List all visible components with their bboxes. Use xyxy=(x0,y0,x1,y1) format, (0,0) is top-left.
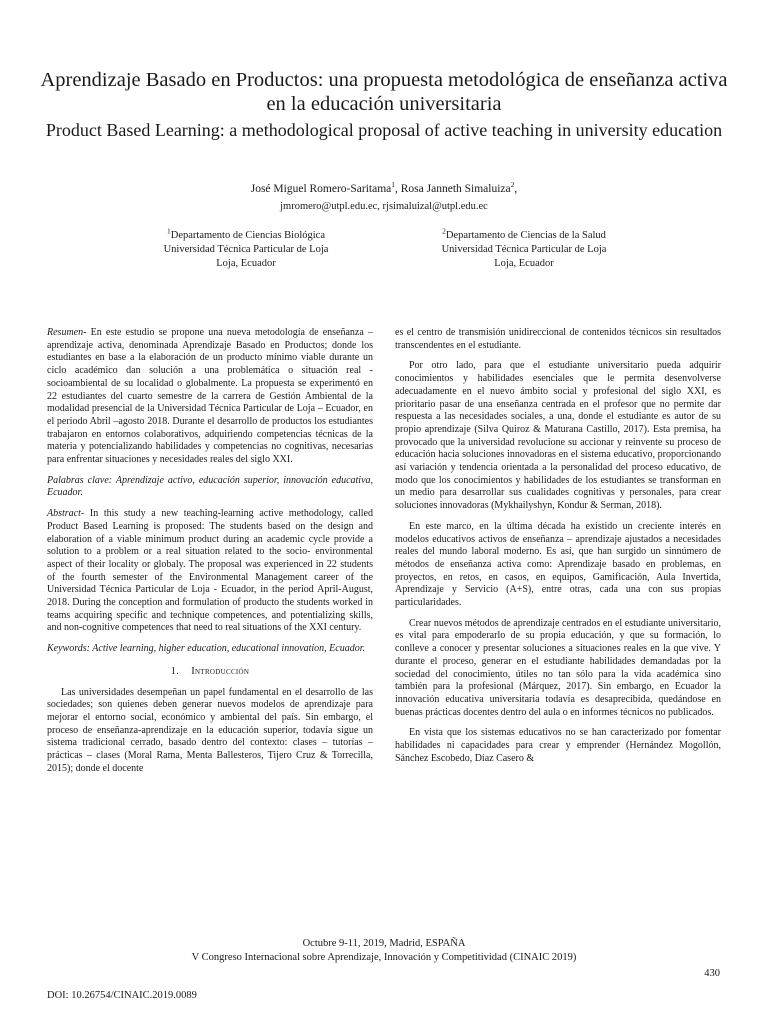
body-paragraph: es el centro de transmisión unidireccional de contenidos técnicos sin resultados transcendentes en el estudiante. xyxy=(395,327,721,351)
section-title: Introducción xyxy=(191,665,250,677)
right-column xyxy=(395,327,721,774)
author-emails: jmromero@utpl.edu.ec, rjsimaluizal@utpl.edu.ec xyxy=(280,201,488,212)
paper-title-english: Product Based Learning: a methodological proposal of active teaching in university education xyxy=(45,120,723,140)
section-number: 1. xyxy=(170,665,180,677)
resumen-label: Resumen- xyxy=(47,327,87,338)
author-name: José Miguel Romero-Saritama xyxy=(250,183,392,195)
author-separator: , xyxy=(395,183,401,195)
author-list-end: , xyxy=(514,183,518,195)
affiliation-marker: 1 xyxy=(167,226,171,236)
affiliation-city: Loja, Ecuador xyxy=(494,258,554,269)
author-name: Rosa Janneth Simaluiza xyxy=(400,183,511,195)
paper-title-spanish: Aprendizaje Basado en Productos: una propuesta metodológica de enseñanza activa en la educación universitaria xyxy=(40,69,728,115)
doi-label: DOI: 10.26754/CINAIC.2019.0089 xyxy=(47,990,197,1001)
body-paragraph: Las universidades desempeñan un papel fundamental en el desarrollo de las sociedades; son quienes deben generar nuevos modelos de aprendizaje para mejorar el entorno social, económico y ambiental del país. Sin embargo, el proceso de enseñanza-aprendizaje en la educación superior, todavía sigue un sistema tradicional cerrado, basado dentro del contexto: clases – tutorías – prácticas – clases (Moral Rama, Menta Ballesteros, Tijero Cruz & Torrecilla, 2015); donde el docente xyxy=(47,686,373,774)
author-list xyxy=(0,180,768,195)
palabras-clave-label: Palabras clave: xyxy=(47,474,113,486)
body-paragraph: Crear nuevos métodos de aprendizaje centrados en el estudiante universitario, es vital para empoderarlo de su propia educación, y que su formación, lo conlleve a conocer y presentar soluciones a situaciones reales en la que vive. Y durante el proceso, generar en el estudiante habilidades demandadas por la sociedad del conocimiento, útiles no tan sólo para la vida académica sino también para la profesional (Márquez, 2017). Sin embargo, en Ecuador la innovación educativa universitaria todavía es desaprecibida, quedándose en buenas prácticas docentes dentro del aula o en informes técnicos no publicados. xyxy=(395,617,721,718)
body-paragraph: En vista que los sistemas educativos no se han caracterizado por fomentar habilidades ni capacidades para crear y emprender (Hernández Mogollón, Sánchez Escobedo, Díaz Casero & xyxy=(395,727,721,764)
affiliation-department: $^1$Departamento de Ciencias Biológica xyxy=(167,226,325,241)
footer-conference: V Congreso Internacional sobre Aprendizaje, Innovación y Competitividad (CINAIC 2019) xyxy=(191,952,577,963)
keywords-label: Keywords: xyxy=(47,643,90,655)
affiliation-university: Universidad Técnica Particular de Loja xyxy=(163,244,329,255)
body-paragraph: Por otro lado, para que el estudiante universitario pueda adquirir conocimientos y habilidades esenciales que le permita desenvolverse adecuadamente en el nuevo ámbito social y profesional del siglo XXI, es prioritario pasar de una enseñanza centrada en el profesor que no permite dar respuesta a las necesidades sociales, a una, donde el estudiante es autor de su propio aprendizaje (Silva Quiroz & Maturana Castillo, 2017). Esta premisa, ha provocado que la universidad revolucione su accionar y reinvente su proceso de educación hacia soluciones innovadoras en el sistema educativo, proporcionando así variación y tendencia orientada a la personalidad del proceso educativo, de modo que los conocimientos y habilidades de los estudiantes se transforman en un medio para desarrollar sus cualidades cognitivas y personales, para crear soluciones innovadoras (Mykhailyshyn, Kondur & Serman, 2018). xyxy=(395,360,721,512)
affiliation-marker: 2 xyxy=(442,226,446,236)
abstract-paragraph: Abstract- In this study a new teaching-learning active methodology, called Product Based Learning is proposed: The students based on the design and elaboration of a viable minimum product during an academic cycle provide a solution to a problem or a real situation related to the socio- environmental aspect of their locality or globaly. The proposal was experienced in 22 students of the fourth semester of the Environmental Management career of the Universidad Técnica Particular de Loja - Ecuador, in the period April-August, 2018. During the conception and formulation of producto the students worked in teams acquiring specific and technique competences, and potentializing skills, and non-cognitive competences that need to real situations of the XXI century. xyxy=(47,508,373,634)
affiliation-block xyxy=(394,226,654,271)
keywords-paragraph: Keywords: Active learning, higher education, educational innovation, Ecuador. xyxy=(47,643,366,655)
body-paragraph: En este marco, en la última década ha existido un creciente interés en modelos educativos activos de enseñanza – aprendizaje ajustados a necesidades reales del mundo laboral moderno. Es así, que han surgido un sinnúmero de métodos de enseñanza activa como: Aprendizaje basado en problemas, en proyectos, en retos, en casos, en equipos, Gamificación, Aula Invertida, Aprendizaje y Servicio (A+S), entre otras, cada una con sus propias particularidades. xyxy=(395,520,721,609)
footer-date: Octubre 9-11, 2019, Madrid, ESPAÑA xyxy=(302,938,466,949)
affiliation-city: Loja, Ecuador xyxy=(216,258,276,269)
abstract-label: Abstract- xyxy=(47,508,85,520)
affiliation-university: Universidad Técnica Particular de Loja xyxy=(441,244,607,255)
palabras-clave-paragraph: Palabras clave: Aprendizaje activo, educación superior, innovación educativa, Ecuador. xyxy=(47,474,374,499)
affiliation-marker: 1 xyxy=(391,180,396,190)
affiliation-marker: 2 xyxy=(510,180,515,190)
affiliation-department: $^2$Departamento de Ciencias de la Salud xyxy=(442,226,606,241)
page-number: 430 xyxy=(704,968,720,979)
section-heading-introduction xyxy=(47,666,373,679)
affiliation-block xyxy=(116,226,376,271)
left-column xyxy=(47,327,373,784)
resumen-paragraph: Resumen- En este estudio se propone una nueva metodología de enseñanza – aprendizaje activa, denominada Aprendizaje Basado en Productos; donde los estudiantes en base a la elaboración de un producto mínimo viable durante un ciclo académico dan solución a una problemática o situación real - socioambiental de su localidad o globalmente. La propuesta se experimentó en 22 estudiantes del cuarto semestre de la carrera de Gestión Ambiental de la modalidad presencial de la Universidad Técnica Particular de Loja – Ecuador, en el periodo Abril –agosto 2018. Durante el desarrollo de productos los estudiantes trabajaron en entornos colaborativos, adquiriendo competencias técnicas de la materia y potencializando habilidades y competencias no cognitivas, necesarias para enfrentar situaciones y necesidades reales del siglo XXI. xyxy=(47,327,373,466)
